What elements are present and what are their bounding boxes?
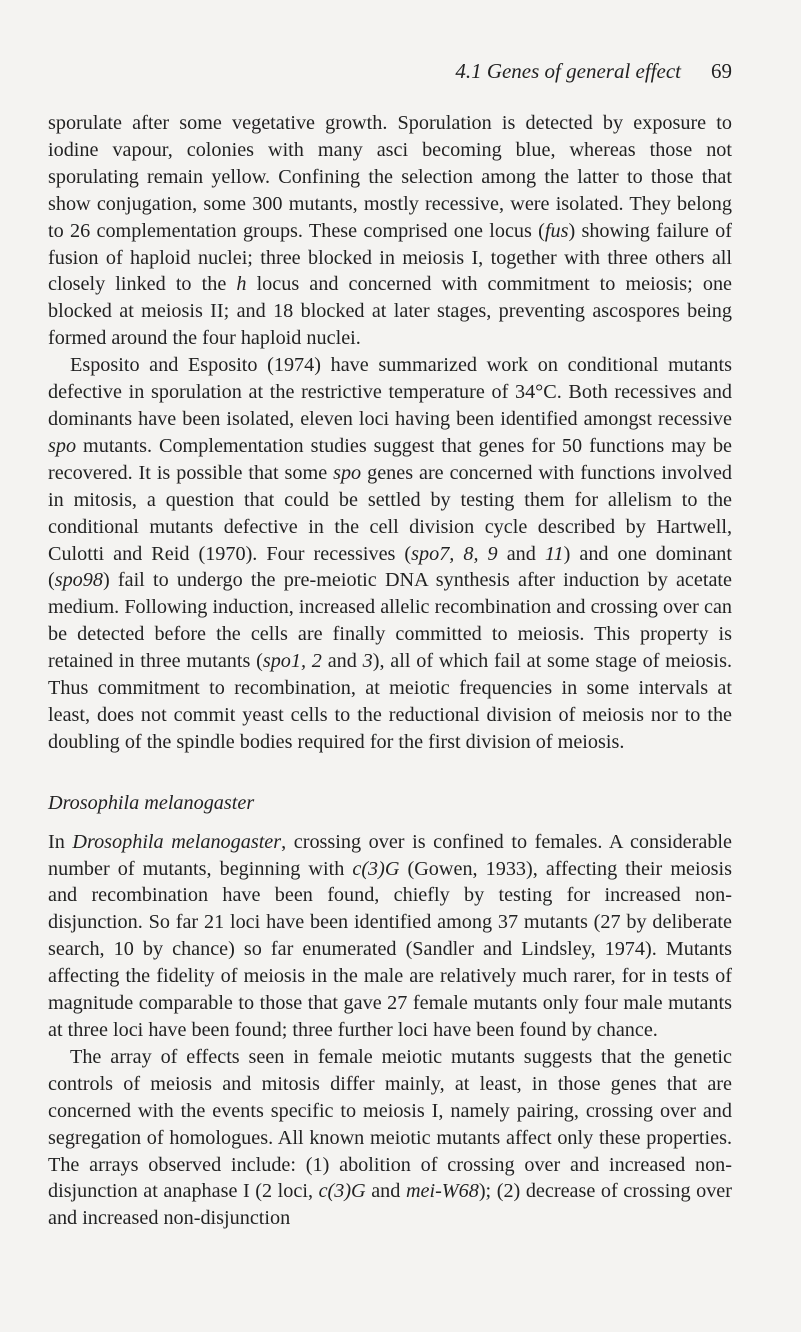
gene-name: spo: [333, 461, 362, 484]
text-run: and: [497, 542, 545, 565]
text-run: ) and one dominant (: [48, 542, 732, 592]
page-header: [0, 57, 732, 85]
running-title: 4.1 Genes of general effect: [455, 59, 681, 83]
page-number: 69: [711, 59, 732, 83]
text-run: locus and concerned with commitment to meiosis; one blocked at meiosis II; and 18 blocked at later stages, preventing ascospores being formed around the four haploid nuclei.: [48, 273, 732, 350]
section-heading: Drosophila melanogaster: [48, 791, 255, 814]
text-run: and: [365, 1180, 406, 1203]
text-run: , crossing over is confined to females. A considerable number of mutants, beginning with: [48, 830, 732, 880]
gene-name: spo: [48, 434, 77, 457]
gene-name: h: [236, 273, 247, 296]
paragraph-meiotic-mutants: [48, 1044, 732, 1232]
gene-name: spo7, 8, 9: [411, 542, 498, 565]
gene-name: 11: [544, 542, 564, 565]
gene-name: spo98: [54, 569, 103, 592]
gene-name: 3: [362, 650, 373, 673]
text-run: Esposito and Esposito (1974) have summarized work on conditional mutants defective in sporulation at the restrictive temperature of 34°C. Both recessives and dominants have been isolated, eleven loci having been identified amongst recessive: [48, 354, 732, 430]
text-run: ) showing failure of fusion of haploid nuclei; three blocked in meiosis I, together with three others all closely linked to the: [48, 219, 732, 296]
gene-name: c(3)G: [318, 1180, 366, 1203]
text-run: genes are concerned with functions involved in mitosis, a question that could be settled by testing them for allelism to the conditional mutants defective in the cell division cycle described by Hartwell, Culotti and Reid (1970). Four recessives (: [48, 461, 733, 565]
species-name: Drosophila melanogaster: [72, 830, 282, 853]
text-run: In: [48, 830, 73, 853]
text-run: mutants. Complementation studies suggest that genes for 50 functions may be recovered. It is possible that some: [48, 434, 732, 484]
text-run: ) fail to undergo the pre-meiotic DNA synthesis after induction by acetate medium. Following induction, increased allelic recombination and crossing over can be detected before the cells are finally committed to meiosis. This property is retained in three mutants (: [48, 569, 732, 673]
gene-name: mei-W68: [405, 1180, 479, 1203]
text-run: and: [321, 650, 363, 673]
paragraph-esposito: [48, 352, 732, 756]
text-run: sporulate after some vegetative growth. Sporulation is detected by exposure to iodine vapour, colonies with many asci becoming blue, whereas those not sporulating remain yellow. Confining the selection among the latter to those that show conjugation, some 300 mutants, mostly recessive, were isolated. They belong to 26 complementation groups. These comprised one locus (: [48, 112, 732, 242]
gene-name: spo1, 2: [262, 650, 322, 673]
gene-name: fus: [544, 219, 569, 242]
page-body: [48, 110, 732, 1232]
gene-name: c(3)G: [352, 857, 400, 880]
text-run: ), all of which fail at some stage of meiosis. Thus commitment to recombination, at meiotic frequencies in some intervals at least, does not commit yeast cells to the reductional division of meiosis nor to the doubling of the spindle bodies required for the first division of meiosis.: [48, 650, 732, 753]
paragraph-drosophila: [48, 829, 732, 1044]
text-run: (Gowen, 1933), affecting their meiosis and recombination have been found, chiefly by testing for increased non-disjunction. So far 21 loci have been identified among 37 mutants (27 by deliberate search, 10 by chance) so far enumerated (Sandler and Lindsley, 1974). Mutants affecting the fidelity of meiosis in the male are relatively much rarer, for in tests of magnitude comparable to those that gave 27 female mutants only four male mutants at three loci have been found; three further loci have been found by chance.: [48, 857, 732, 1041]
paragraph-sporulation: [48, 110, 732, 352]
text-run: ); (2) decrease of crossing over and increased non-disjunction: [48, 1180, 732, 1230]
text-run: The array of effects seen in female meiotic mutants suggests that the genetic controls of meiosis and mitosis differ mainly, at least, in those genes that are concerned with the events specific to meiosis I, namely pairing, crossing over and segregation of homologues. All known meiotic mutants affect only these properties. The arrays observed include: (1) abolition of crossing over and increased non-disjunction at anaphase I (2 loci,: [48, 1045, 732, 1203]
